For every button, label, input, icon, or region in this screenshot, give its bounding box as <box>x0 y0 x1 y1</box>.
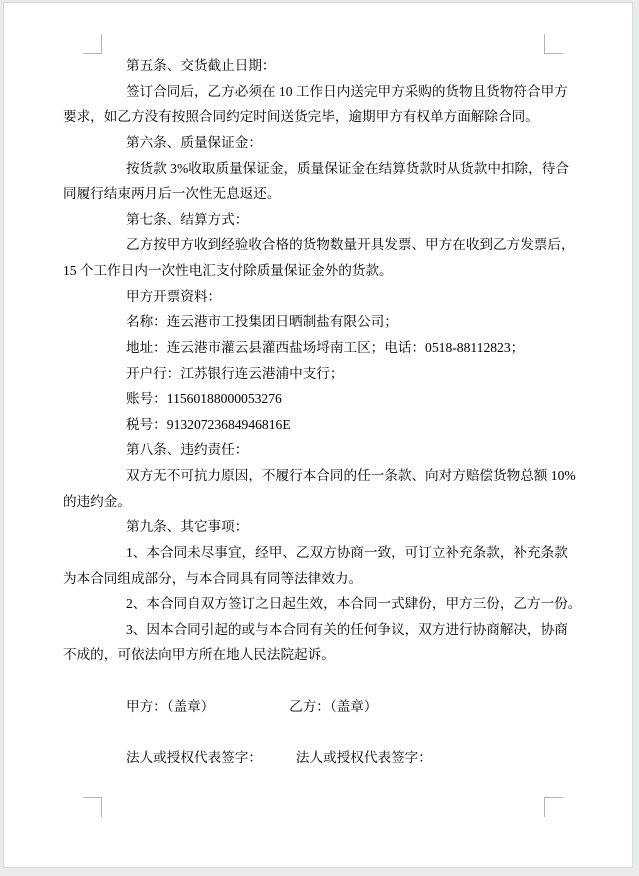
contract-line: 乙方按甲方收到经验收合格的货物数量开具发票、甲方在收到乙方发票后， <box>126 237 575 253</box>
contract-line: 3、因本合同引起的或与本合同有关的任何争议，双方进行协商解决，协商 <box>126 621 568 637</box>
contract-line: 的违约金。 <box>63 493 131 509</box>
contract-line: 为本合同组成部分，与本合同具有同等法律效力。 <box>63 570 363 586</box>
contract-line: 同履行结束两月后一次性无息返还。 <box>63 186 281 202</box>
contract-line: 要求，如乙方没有按照合同约定时间送货完毕，逾期甲方有权单方面解除合同。 <box>63 109 539 125</box>
contract-line: 签订合同后，乙方必须在 10 工作日内送完甲方采购的货物且货物符合甲方 <box>126 83 568 99</box>
contract-line: 15 个工作日内一次性电汇支付除质量保证金外的货款。 <box>63 263 393 278</box>
document-page <box>3 2 633 868</box>
contract-line: 账号：11560188000053276 <box>126 391 282 407</box>
contract-line: 2、本合同自双方签订之日起生效，本合同一式肆份，甲方三份，乙方一份。 <box>126 596 582 612</box>
contract-line: 第七条、结算方式： <box>126 211 249 227</box>
contract-line <box>63 719 632 745</box>
contract-line: 第九条、其它事项： <box>126 519 249 535</box>
contract-line: 第五条、交货截止日期： <box>126 58 276 73</box>
contract-text <box>4 3 632 771</box>
text-boundary-mark-bottom-right <box>544 797 563 817</box>
contract-line: 甲方开票资料： <box>126 288 222 304</box>
contract-line: 双方无不可抗力原因，不履行本合同的任一条款、向对方赔偿货物总额 10% <box>126 468 576 483</box>
contract-line <box>63 668 632 694</box>
contract-line: 开户行：江苏银行连云港浦中支行； <box>126 365 344 381</box>
contract-line: 第六条、质量保证金： <box>126 134 262 150</box>
text-boundary-mark-bottom-left <box>83 797 102 817</box>
contract-line: 第八条、违约责任： <box>126 442 249 458</box>
contract-line: 按货款 3%收取质量保证金，质量保证金在结算货款时从货款中扣除，待合 <box>126 160 569 176</box>
contract-line: 名称：连云港市工投集团日晒制盐有限公司； <box>126 314 398 330</box>
contract-line: 甲方：（盖章） 乙方：（盖章） <box>126 698 378 714</box>
contract-line: 不成的，可依法向甲方所在地人民法院起诉。 <box>63 647 335 663</box>
contract-line: 地址：连云港市灌云县灌西盐场埒南工区；电话：0518-88112823； <box>126 339 525 355</box>
contract-line: 1、本合同未尽事宜，经甲、乙双方协商一致，可订立补充条款，补充条款 <box>126 544 568 560</box>
contract-line: 法人或授权代表签字： 法人或授权代表签字： <box>126 749 432 765</box>
contract-line: 税号：91320723684946816E <box>126 416 291 432</box>
